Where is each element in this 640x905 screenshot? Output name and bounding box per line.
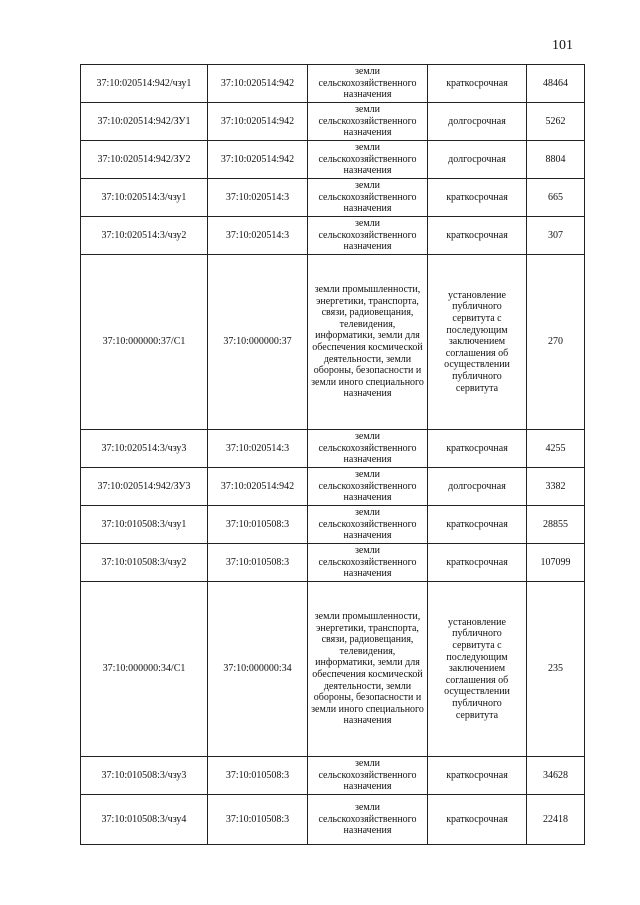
area-cell: 8804 (527, 141, 585, 179)
term-cell: долгосрочная (428, 141, 527, 179)
table-row (81, 506, 585, 544)
parcel-number-cell: 37:10:020514:3/чзу1 (81, 179, 208, 217)
table-row (81, 179, 585, 217)
base-parcel-cell: 37:10:020514:942 (208, 65, 308, 103)
base-parcel-cell: 37:10:020514:3 (208, 217, 308, 255)
table-row (81, 757, 585, 795)
base-parcel-cell: 37:10:010508:3 (208, 757, 308, 795)
land-category-cell: земли сельскохозяйственного назначения (308, 65, 428, 103)
table-row (81, 65, 585, 103)
land-category-cell: земли сельскохозяйственного назначения (308, 468, 428, 506)
term-cell: краткосрочная (428, 65, 527, 103)
land-category-cell: земли сельскохозяйственного назначения (308, 141, 428, 179)
area-cell: 28855 (527, 506, 585, 544)
parcel-number-cell: 37:10:020514:3/чзу2 (81, 217, 208, 255)
table-row (81, 582, 585, 757)
parcel-number-cell: 37:10:010508:3/чзу4 (81, 795, 208, 845)
table-row (81, 468, 585, 506)
area-cell: 665 (527, 179, 585, 217)
term-cell: установление публичного сервитута с последующим заключением соглашения об осуществлении публичного сервитута (428, 582, 527, 757)
base-parcel-cell: 37:10:000000:37 (208, 255, 308, 430)
term-cell: краткосрочная (428, 430, 527, 468)
land-parcels-table (80, 64, 585, 845)
term-cell: краткосрочная (428, 795, 527, 845)
table-row (81, 430, 585, 468)
area-cell: 270 (527, 255, 585, 430)
area-cell: 3382 (527, 468, 585, 506)
parcel-number-cell: 37:10:020514:942/ЗУ3 (81, 468, 208, 506)
land-category-cell: земли сельскохозяйственного назначения (308, 544, 428, 582)
table-row (81, 217, 585, 255)
term-cell: краткосрочная (428, 757, 527, 795)
term-cell: краткосрочная (428, 179, 527, 217)
base-parcel-cell: 37:10:010508:3 (208, 795, 308, 845)
land-category-cell: земли сельскохозяйственного назначения (308, 103, 428, 141)
land-category-cell: земли промышленности, энергетики, транспорта, связи, радиовещания, телевидения, информатики, земли для обеспечения космической деятельности, земли обороны, безопасности и земли иного специального назначения (308, 582, 428, 757)
parcel-number-cell: 37:10:020514:942/ЗУ1 (81, 103, 208, 141)
land-category-cell: земли сельскохозяйственного назначения (308, 217, 428, 255)
base-parcel-cell: 37:10:020514:942 (208, 103, 308, 141)
term-cell: краткосрочная (428, 506, 527, 544)
table-row (81, 795, 585, 845)
term-cell: краткосрочная (428, 217, 527, 255)
table-row (81, 141, 585, 179)
land-category-cell: земли сельскохозяйственного назначения (308, 795, 428, 845)
page-number: 101 (552, 38, 573, 53)
area-cell: 4255 (527, 430, 585, 468)
base-parcel-cell: 37:10:020514:942 (208, 468, 308, 506)
base-parcel-cell: 37:10:010508:3 (208, 506, 308, 544)
land-category-cell: земли промышленности, энергетики, транспорта, связи, радиовещания, телевидения, информатики, земли для обеспечения космической деятельности, земли обороны, безопасности и земли иного специального назначения (308, 255, 428, 430)
term-cell: долгосрочная (428, 103, 527, 141)
term-cell: долгосрочная (428, 468, 527, 506)
term-cell: краткосрочная (428, 544, 527, 582)
land-category-cell: земли сельскохозяйственного назначения (308, 430, 428, 468)
area-cell: 307 (527, 217, 585, 255)
parcel-number-cell: 37:10:010508:3/чзу1 (81, 506, 208, 544)
parcel-number-cell: 37:10:000000:37/С1 (81, 255, 208, 430)
base-parcel-cell: 37:10:010508:3 (208, 544, 308, 582)
table-body (81, 65, 585, 845)
base-parcel-cell: 37:10:020514:3 (208, 430, 308, 468)
area-cell: 34628 (527, 757, 585, 795)
parcel-number-cell: 37:10:020514:942/ЗУ2 (81, 141, 208, 179)
area-cell: 107099 (527, 544, 585, 582)
parcel-number-cell: 37:10:020514:3/чзу3 (81, 430, 208, 468)
area-cell: 235 (527, 582, 585, 757)
land-category-cell: земли сельскохозяйственного назначения (308, 179, 428, 217)
table-row (81, 544, 585, 582)
land-category-cell: земли сельскохозяйственного назначения (308, 757, 428, 795)
area-cell: 5262 (527, 103, 585, 141)
term-cell: установление публичного сервитута с последующим заключением соглашения об осуществлении публичного сервитута (428, 255, 527, 430)
table-row (81, 255, 585, 430)
parcel-number-cell: 37:10:010508:3/чзу3 (81, 757, 208, 795)
parcel-number-cell: 37:10:010508:3/чзу2 (81, 544, 208, 582)
area-cell: 48464 (527, 65, 585, 103)
base-parcel-cell: 37:10:020514:3 (208, 179, 308, 217)
base-parcel-cell: 37:10:000000:34 (208, 582, 308, 757)
area-cell: 22418 (527, 795, 585, 845)
parcel-number-cell: 37:10:000000:34/С1 (81, 582, 208, 757)
base-parcel-cell: 37:10:020514:942 (208, 141, 308, 179)
parcel-number-cell: 37:10:020514:942/чзу1 (81, 65, 208, 103)
land-category-cell: земли сельскохозяйственного назначения (308, 506, 428, 544)
table-row (81, 103, 585, 141)
